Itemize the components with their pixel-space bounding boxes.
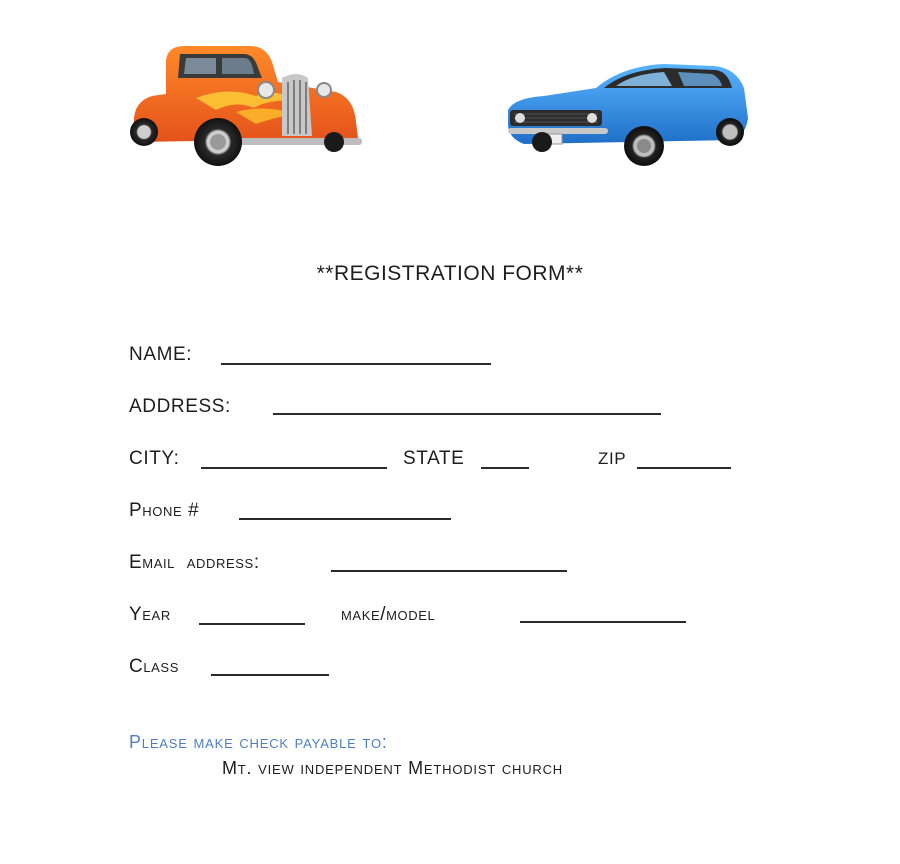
zip-field-line[interactable] xyxy=(637,467,731,469)
address-field-line[interactable] xyxy=(273,413,661,415)
name-field-line[interactable] xyxy=(221,363,491,365)
blue-muscle-car-image xyxy=(504,58,754,174)
phone-field-line[interactable] xyxy=(239,518,451,520)
class-field-line[interactable] xyxy=(211,674,329,676)
zip-label: ZIP xyxy=(598,449,627,468)
pay-to-label: Please make check payable to: xyxy=(129,732,388,752)
city-label: CITY: xyxy=(129,448,180,469)
year-field-line[interactable] xyxy=(199,623,305,625)
make-model-label: make/model xyxy=(341,604,436,625)
orange-hot-rod-image xyxy=(126,38,366,174)
year-label: Year xyxy=(129,604,171,625)
state-field-line[interactable] xyxy=(481,467,529,469)
form-title: **REGISTRATION FORM** xyxy=(316,262,584,285)
email-label: Email address: xyxy=(129,552,260,573)
state-label: STATE xyxy=(403,448,465,469)
email-field-line[interactable] xyxy=(331,570,567,572)
class-label: Class xyxy=(129,656,179,677)
payee-name: Mt. view independent Methodist church xyxy=(222,758,563,778)
name-label: NAME: xyxy=(129,344,193,365)
make-model-field-line[interactable] xyxy=(520,621,686,623)
city-field-line[interactable] xyxy=(201,467,387,469)
address-label: ADDRESS: xyxy=(129,396,231,417)
phone-label: Phone # xyxy=(129,500,200,521)
